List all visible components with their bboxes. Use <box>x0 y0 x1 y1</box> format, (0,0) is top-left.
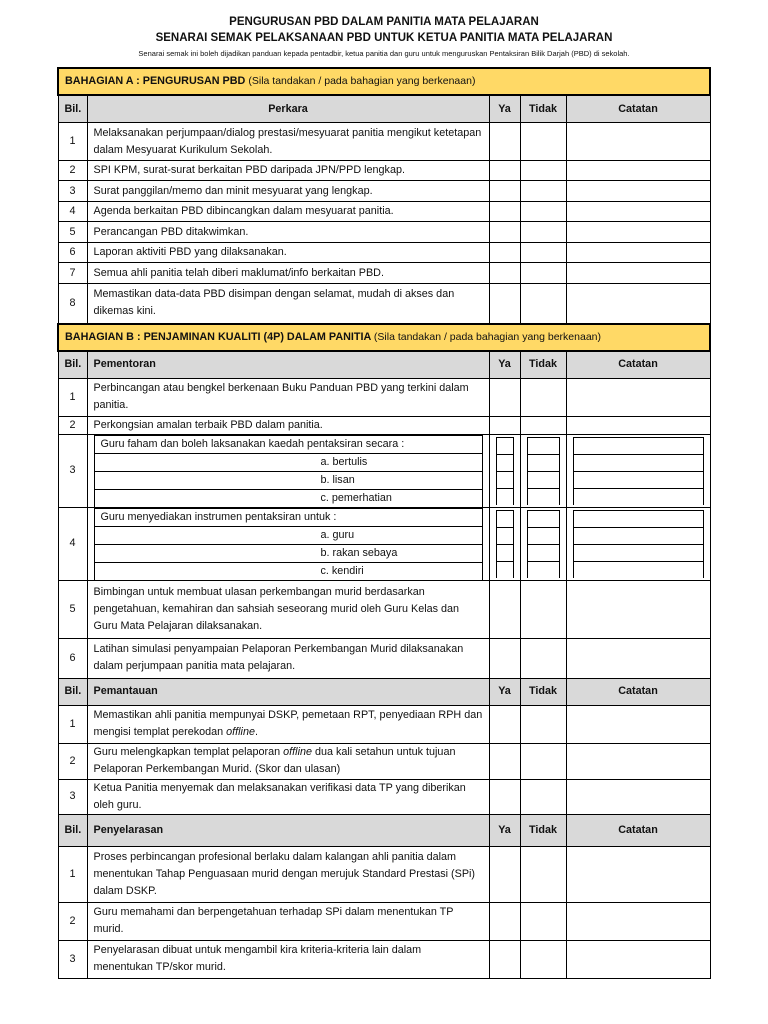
catatan-cell[interactable] <box>566 507 710 580</box>
catatan-cell[interactable] <box>566 263 710 284</box>
col-tidak: Tidak <box>520 351 566 379</box>
item-text: Semua ahli panitia telah diberi maklumat/info berkaitan PBD. <box>87 263 489 284</box>
col-bil: Bil. <box>58 678 87 705</box>
item-text: Memastikan ahli panitia mempunyai DSKP, pemetaan RPT, penyediaan RPH dan mengisi templat perekodan offline. <box>87 705 489 743</box>
item-text: SPI KPM, surat-surat berkaitan PBD daripada JPN/PPD lengkap. <box>87 161 489 181</box>
catatan-cell[interactable] <box>566 123 710 161</box>
catatan-cell[interactable] <box>566 202 710 222</box>
tidak-cell[interactable] <box>520 580 566 638</box>
table-row <box>58 123 710 161</box>
col-bil: Bil. <box>58 95 87 123</box>
item-text: Guru melengkapkan templat pelaporan offline dua kali setahun untuk tujuan Pelaporan Perkembangan Murid. (Skor dan ulasan) <box>87 743 489 779</box>
col-bil: Bil. <box>58 351 87 379</box>
item-number: 1 <box>58 846 87 902</box>
section-a-columns <box>58 95 710 123</box>
sub-title: SENARAI SEMAK PELAKSANAAN PBD UNTUK KETUA PANITIA MATA PELAJARAN <box>155 32 613 44</box>
catatan-cell[interactable] <box>566 161 710 181</box>
main-title: PENGURUSAN PBD DALAM PANITIA MATA PELAJARAN <box>229 16 539 28</box>
col-tidak: Tidak <box>520 814 566 846</box>
table-row <box>58 416 710 434</box>
catatan-cell[interactable] <box>566 181 710 202</box>
col-catatan: Catatan <box>566 678 710 705</box>
ya-cell[interactable] <box>489 378 520 416</box>
option-text: b. lisan <box>94 471 482 489</box>
option-text: a. guru <box>94 526 482 544</box>
col-bil: Bil. <box>58 814 87 846</box>
tidak-cell[interactable] <box>520 743 566 779</box>
option-text: c. kendiri <box>94 562 482 580</box>
col-catatan: Catatan <box>566 95 710 123</box>
catatan-cell[interactable] <box>566 846 710 902</box>
item-text-group <box>87 507 489 580</box>
table-row <box>58 507 710 580</box>
catatan-cell[interactable] <box>566 743 710 779</box>
table-row <box>58 434 710 507</box>
item-text: Laporan aktiviti PBD yang dilaksanakan. <box>87 243 489 263</box>
section-a-header <box>58 68 710 95</box>
table-row <box>58 263 710 284</box>
table-row <box>58 638 710 678</box>
tidak-cell[interactable] <box>520 434 566 507</box>
item-text: Proses perbincangan profesional berlaku dalam kalangan ahli panitia dalam menentukan Tahap Penguasaan murid dengan merujuk Standard Prestasi (SPi) dalam DSKP. <box>87 846 489 902</box>
item-number: 2 <box>58 161 87 181</box>
tidak-cell[interactable] <box>520 779 566 814</box>
table-row <box>58 222 710 243</box>
item-text: Perkongsian amalan terbaik PBD dalam panitia. <box>87 416 489 434</box>
table-row <box>58 902 710 940</box>
ya-cell[interactable] <box>489 202 520 222</box>
tidak-cell[interactable] <box>520 181 566 202</box>
ya-cell[interactable] <box>489 902 520 940</box>
col-tidak: Tidak <box>520 678 566 705</box>
item-text: Agenda berkaitan PBD dibincangkan dalam mesyuarat panitia. <box>87 202 489 222</box>
catatan-cell[interactable] <box>566 779 710 814</box>
tidak-cell[interactable] <box>520 705 566 743</box>
option-text: a. bertulis <box>94 453 482 471</box>
item-number: 6 <box>58 638 87 678</box>
pementoran-columns <box>58 351 710 379</box>
tidak-cell[interactable] <box>520 416 566 434</box>
item-text: Guru memahami dan berpengetahuan terhadap SPi dalam menentukan TP murid. <box>87 902 489 940</box>
col-tidak: Tidak <box>520 95 566 123</box>
item-number: 1 <box>58 705 87 743</box>
checklist-table <box>57 67 711 979</box>
item-text: Bimbingan untuk membuat ulasan perkembangan murid berdasarkan pengetahuan, kemahiran dan sahsiah seseorang murid oleh Guru Kelas dan Guru Mata Pelajaran dilaksanakan. <box>87 580 489 638</box>
ya-cell[interactable] <box>489 181 520 202</box>
item-text: Ketua Panitia menyemak dan melaksanakan verifikasi data TP yang diberikan oleh guru. <box>87 779 489 814</box>
catatan-cell[interactable] <box>566 902 710 940</box>
tidak-cell[interactable] <box>520 638 566 678</box>
tidak-cell[interactable] <box>520 378 566 416</box>
item-number: 3 <box>58 434 87 507</box>
tidak-cell[interactable] <box>520 123 566 161</box>
tidak-cell[interactable] <box>520 222 566 243</box>
ya-cell[interactable] <box>489 638 520 678</box>
table-row <box>58 940 710 978</box>
ya-cell[interactable] <box>489 743 520 779</box>
item-number: 8 <box>58 284 87 324</box>
item-text: Guru faham dan boleh laksanakan kaedah pentaksiran secara : <box>94 435 482 453</box>
tidak-cell[interactable] <box>520 202 566 222</box>
table-row <box>58 580 710 638</box>
item-text: Perbincangan atau bengkel berkenaan Buku Panduan PBD yang terkini dalam panitia. <box>87 378 489 416</box>
catatan-cell[interactable] <box>566 580 710 638</box>
table-row <box>58 779 710 814</box>
table-row <box>58 181 710 202</box>
item-number: 2 <box>58 416 87 434</box>
ya-cell[interactable] <box>489 580 520 638</box>
catatan-cell[interactable] <box>566 940 710 978</box>
col-penyelarasan: Penyelarasan <box>87 814 489 846</box>
table-row <box>58 743 710 779</box>
table-row <box>58 378 710 416</box>
item-number: 1 <box>58 123 87 161</box>
penyelarasan-columns <box>58 814 710 846</box>
ya-cell[interactable] <box>489 263 520 284</box>
table-row <box>58 243 710 263</box>
ya-cell[interactable] <box>489 940 520 978</box>
section-a-hint: (Sila tandakan / pada bahagian yang berkenaan) <box>248 75 476 87</box>
ya-cell[interactable] <box>489 243 520 263</box>
table-row <box>58 161 710 181</box>
tidak-cell[interactable] <box>520 846 566 902</box>
ya-cell[interactable] <box>489 507 520 580</box>
item-text: Latihan simulasi penyampaian Pelaporan Perkembangan Murid dilaksanakan dalam perjumpaan panitia mata pelajaran. <box>87 638 489 678</box>
item-number: 2 <box>58 743 87 779</box>
catatan-cell[interactable] <box>566 416 710 434</box>
catatan-cell[interactable] <box>566 378 710 416</box>
col-catatan: Catatan <box>566 814 710 846</box>
tidak-cell[interactable] <box>520 263 566 284</box>
item-number: 3 <box>58 181 87 202</box>
ya-cell[interactable] <box>489 123 520 161</box>
tidak-cell[interactable] <box>520 902 566 940</box>
item-text: Penyelarasan dibuat untuk mengambil kira kriteria-kriteria lain dalam menentukan TP/skor murid. <box>87 940 489 978</box>
section-b-header <box>58 324 710 351</box>
table-row <box>58 284 710 324</box>
option-text: c. pemerhatian <box>94 489 482 507</box>
item-number: 6 <box>58 243 87 263</box>
table-row <box>58 846 710 902</box>
catatan-cell[interactable] <box>566 243 710 263</box>
catatan-cell[interactable] <box>566 638 710 678</box>
tidak-cell[interactable] <box>520 507 566 580</box>
item-number: 4 <box>58 202 87 222</box>
section-b-title: BAHAGIAN B : PENJAMINAN KUALITI (4P) DALAM PANITIA <box>65 330 371 343</box>
item-number: 5 <box>58 222 87 243</box>
col-ya: Ya <box>489 95 520 123</box>
item-number: 7 <box>58 263 87 284</box>
section-a-title: BAHAGIAN A : PENGURUSAN PBD <box>65 75 246 87</box>
item-text-group <box>87 434 489 507</box>
catatan-cell[interactable] <box>566 222 710 243</box>
col-ya: Ya <box>489 678 520 705</box>
option-text: b. rakan sebaya <box>94 544 482 562</box>
tidak-cell[interactable] <box>520 243 566 263</box>
ya-cell[interactable] <box>489 161 520 181</box>
item-text: Melaksanakan perjumpaan/dialog prestasi/mesyuarat panitia mengikut ketetapan dalam Mesyuarat Kurikulum Sekolah. <box>87 123 489 161</box>
col-perkara: Perkara <box>87 95 489 123</box>
item-number: 1 <box>58 378 87 416</box>
tidak-cell[interactable] <box>520 940 566 978</box>
col-catatan: Catatan <box>566 351 710 379</box>
table-row <box>58 202 710 222</box>
tidak-cell[interactable] <box>520 161 566 181</box>
title-block <box>0 14 768 61</box>
item-number: 2 <box>58 902 87 940</box>
item-number: 3 <box>58 779 87 814</box>
ya-cell[interactable] <box>489 416 520 434</box>
ya-cell[interactable] <box>489 846 520 902</box>
ya-cell[interactable] <box>489 222 520 243</box>
col-ya: Ya <box>489 814 520 846</box>
usage-note: Senarai semak ini boleh dijadikan panduan kepada pentadbir, ketua panitia dan guru untuk menguruskan Pentaksiran Bilik Darjah (PBD) di sekolah. <box>138 49 630 58</box>
item-text: Memastikan data-data PBD disimpan dengan selamat, mudah di akses dan dikemas kini. <box>87 284 489 324</box>
col-ya: Ya <box>489 351 520 379</box>
item-number: 3 <box>58 940 87 978</box>
item-text: Surat panggilan/memo dan minit mesyuarat yang lengkap. <box>87 181 489 202</box>
table-row <box>58 705 710 743</box>
section-b-hint: (Sila tandakan / pada bahagian yang berkenaan) <box>373 330 601 343</box>
col-pementoran: Pementoran <box>87 351 489 379</box>
item-number: 4 <box>58 507 87 580</box>
ya-cell[interactable] <box>489 779 520 814</box>
tidak-cell[interactable] <box>520 284 566 324</box>
ya-cell[interactable] <box>489 434 520 507</box>
catatan-cell[interactable] <box>566 284 710 324</box>
catatan-cell[interactable] <box>566 434 710 507</box>
ya-cell[interactable] <box>489 284 520 324</box>
col-pemantauan: Pemantauan <box>87 678 489 705</box>
catatan-cell[interactable] <box>566 705 710 743</box>
ya-cell[interactable] <box>489 705 520 743</box>
item-number: 5 <box>58 580 87 638</box>
pemantauan-columns <box>58 678 710 705</box>
item-text: Guru menyediakan instrumen pentaksiran untuk : <box>94 508 482 526</box>
item-text: Perancangan PBD ditakwimkan. <box>87 222 489 243</box>
